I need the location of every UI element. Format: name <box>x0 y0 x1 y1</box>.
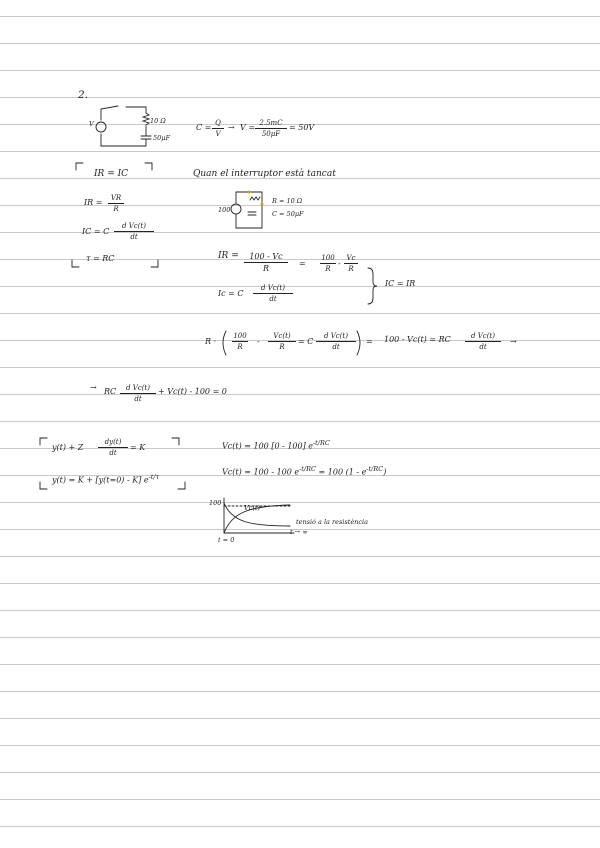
big-eq-frac4 <box>465 332 501 351</box>
ir-num: VR <box>110 194 122 202</box>
ic-fraction <box>114 222 154 241</box>
general-line1-den: dt <box>109 449 117 457</box>
ic-num: d Vc(t) <box>122 222 146 230</box>
general-line1-num: dy(t) <box>104 438 122 446</box>
big-eq-frac2 <box>268 332 296 351</box>
big-eq-n1: 100 <box>233 332 247 340</box>
charge-numerator: 2.5mC <box>259 119 283 127</box>
big-eq-rhs: 100 - Vc(t) = RC <box>384 335 451 344</box>
general-line2-exp: -t/τ <box>148 473 160 481</box>
graph-y-tick: 100 <box>209 499 222 507</box>
charge-c-eq: C = <box>196 123 212 132</box>
big-eq-n4: d Vc(t) <box>471 332 495 340</box>
tau-eq: τ = RC <box>86 254 115 263</box>
general-line2 <box>52 474 159 485</box>
big-eq-frac1 <box>232 332 248 351</box>
circuit1-capacitor-label: 50μF <box>153 134 171 142</box>
big-eq-n3: d Vc(t) <box>324 332 348 340</box>
big-eq-r: R · <box>205 337 217 346</box>
currents-ir-num: 100 - Vc <box>249 252 283 261</box>
big-eq-d1: R <box>237 343 243 351</box>
currents-ir-eq: IR = <box>218 251 239 261</box>
currents-ir-fraction <box>244 252 288 273</box>
ir-den: R <box>113 205 119 213</box>
ic-equals-ir: IC = IR <box>385 279 416 288</box>
currents-equals: = <box>299 259 306 268</box>
charge-denominator: 50μF <box>261 130 281 138</box>
graph-xinf: t → ∞ <box>290 528 308 536</box>
circuit1-resistor-label: 10 Ω <box>150 117 166 125</box>
circuit2-capacitor-label: C = 50μF <box>272 210 304 218</box>
charge-q-over-v <box>212 119 224 138</box>
currents-ic-num: d Vc(t) <box>261 284 285 292</box>
big-eq-equals-c: = C <box>298 337 314 346</box>
circuit1-voltage-label: V <box>89 120 94 128</box>
currents-ir-den: R <box>262 264 270 273</box>
ode-num: d Vc(t) <box>126 384 150 392</box>
solution-line2-b: = 100 (1 - e <box>318 467 367 477</box>
solution-line2-text: Vc(t) = 100 - 100 e <box>222 467 300 477</box>
charge-v-eq: V = <box>240 123 256 132</box>
graph-x0: t = 0 <box>218 536 235 544</box>
graph-note: tensió a la resistència <box>296 518 368 526</box>
solution-line1-exp: -t/RC <box>312 439 330 447</box>
ir-fraction <box>108 194 124 213</box>
ode-fraction <box>120 384 156 403</box>
ode-arrow: → <box>90 383 97 392</box>
general-line2-text: y(t) = K + [y(t=0) - K] e <box>52 475 149 485</box>
big-eq-n2: Vc(t) <box>273 332 291 340</box>
currents-ic-fraction <box>253 284 293 303</box>
ode-rest: + Vc(t) - 100 = 0 <box>158 387 227 396</box>
graph-curve-label: Vc(t) <box>244 504 261 512</box>
currents-frac1 <box>320 254 336 273</box>
circuit2-resistor-label: R = 10 Ω <box>272 197 303 205</box>
solution-line2-exp: -t/RC <box>299 465 316 473</box>
currents-frac2 <box>344 254 358 273</box>
big-eq-d4: dt <box>479 343 487 351</box>
solution-line2-c: ) <box>383 467 387 477</box>
solution-line1-text: Vc(t) = 100 [0 - 100] e <box>222 441 313 451</box>
currents-ic-eq: Ic = C <box>218 289 244 298</box>
charge-q: Q <box>215 119 221 127</box>
ir-equals-ic: IR = IC <box>94 169 129 179</box>
general-line1-b: = K <box>130 443 146 452</box>
big-eq-d3: dt <box>332 343 340 351</box>
big-eq-equals: = <box>366 337 373 346</box>
big-eq-minus: - <box>257 337 260 346</box>
circuit2-diagram <box>231 192 262 228</box>
circuit2-source-label: 100 <box>218 206 231 214</box>
currents-frac1-num: 100 <box>321 254 335 262</box>
ode-den: dt <box>134 395 142 403</box>
ode-rc: RC <box>104 387 117 396</box>
solution-line1 <box>222 440 330 451</box>
ir-eq: IR = <box>84 198 103 207</box>
charge-arrow: → <box>228 123 235 132</box>
general-line1-fraction <box>98 438 128 457</box>
solution-line2-b-exp: -t/RC <box>366 465 384 473</box>
charge-v: V <box>215 130 221 138</box>
charge-result: = 50V <box>289 123 315 132</box>
charge-fraction <box>255 119 287 138</box>
ic-den: dt <box>130 233 138 241</box>
big-eq-d2: R <box>279 343 285 351</box>
general-line1-a: y(t) + Z <box>52 443 84 452</box>
solution-line2 <box>222 466 386 477</box>
switch-closed-title: Quan el interruptor està tancat <box>193 169 336 179</box>
ic-eq: IC = C <box>82 227 110 236</box>
big-eq-frac3 <box>316 332 356 351</box>
currents-ic-den: dt <box>269 295 277 303</box>
currents-frac2-num: Vc <box>346 254 356 262</box>
circuit1-diagram <box>96 106 151 146</box>
currents-frac1-den: R <box>325 265 331 273</box>
currents-frac2-den: R <box>348 265 354 273</box>
currents-minus: - <box>338 259 341 268</box>
big-eq-arrow: → <box>510 337 517 346</box>
problem-number: 2. <box>78 89 89 101</box>
